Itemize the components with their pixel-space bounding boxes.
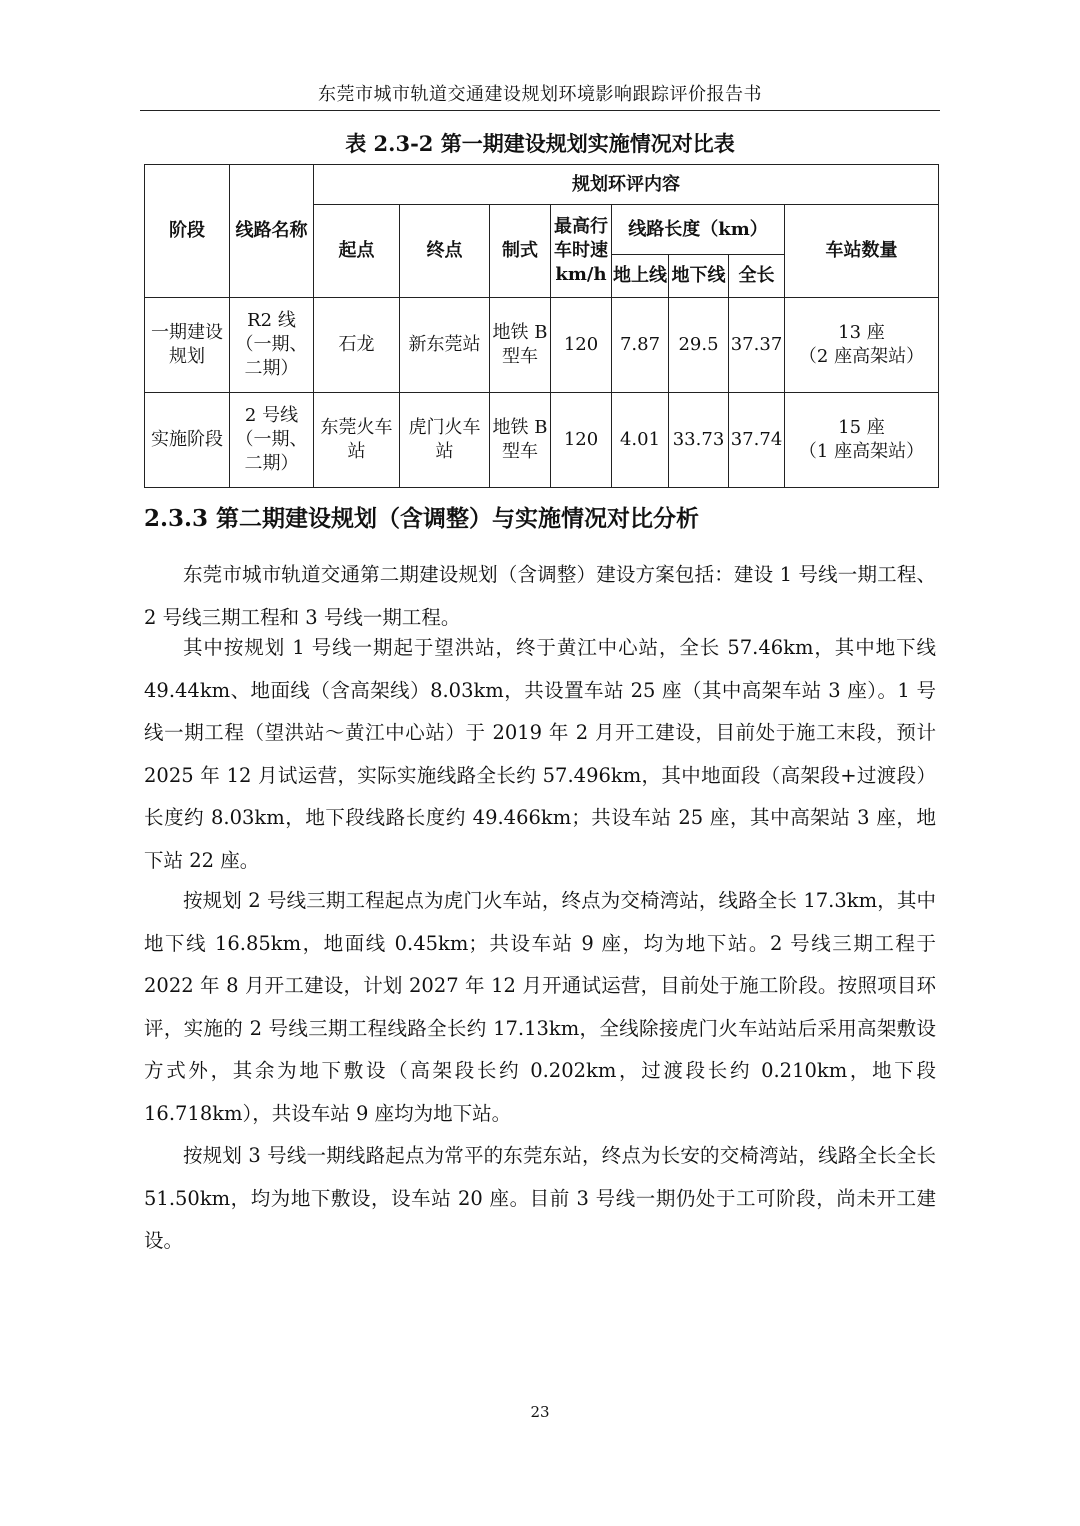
cell-end: 虎门火车站 bbox=[400, 393, 490, 488]
header-system: 制式 bbox=[490, 205, 551, 298]
header-end: 终点 bbox=[400, 205, 490, 298]
cell-end: 新东莞站 bbox=[400, 298, 490, 393]
header-stage: 阶段 bbox=[145, 165, 230, 298]
cell-stations bbox=[785, 393, 939, 488]
cell-above: 7.87 bbox=[612, 298, 669, 393]
page-number: 23 bbox=[530, 1403, 550, 1421]
table-row bbox=[145, 393, 939, 488]
header-stations: 车站数量 bbox=[785, 205, 939, 298]
cell-speed: 120 bbox=[551, 393, 612, 488]
cell-line: 2 号线（一期、二期） bbox=[230, 393, 314, 488]
cell-stage: 实施阶段 bbox=[145, 393, 230, 488]
cell-stations bbox=[785, 298, 939, 393]
cell-start: 东莞火车站 bbox=[314, 393, 400, 488]
cell-speed: 120 bbox=[551, 298, 612, 393]
stations-count: 13 座 bbox=[838, 322, 885, 343]
table-row bbox=[145, 298, 939, 393]
header-start: 起点 bbox=[314, 205, 400, 298]
paragraph: 按规划 2 号线三期工程起点为虎门火车站，终点为交椅湾站，线路全长 17.3km，其中地下线 16.85km，地面线 0.45km；共设车站 9 座，均为地下站。2 号线三期工程于 2022 年 8 月开工建设，计划 2027 年 12 月开通试运营，目前处于施工阶段。按照项目环评，实施的 2 号线三期工程线路全长约 17.13km，全线除接虎门火车站站后采用高架敷设方式外，其余为地下敷设（高架段长约 0.202km，过渡段长约 0.210km，地下段 16.718km），共设车站 9 座均为地下站。 bbox=[144, 889, 936, 1125]
stations-note: （1 座高架站） bbox=[798, 441, 925, 462]
header-under: 地下线 bbox=[669, 255, 729, 298]
stations-count: 15 座 bbox=[838, 417, 885, 438]
header-line-name: 线路名称 bbox=[230, 165, 314, 298]
paragraph: 东莞市城市轨道交通第二期建设规划（含调整）建设方案包括：建设 1 号线一期工程、2 号线三期工程和 3 号线一期工程。 bbox=[144, 563, 936, 629]
cell-above: 4.01 bbox=[612, 393, 669, 488]
header-length-group: 线路长度（km） bbox=[612, 205, 785, 255]
stations-note: （2 座高架站） bbox=[798, 346, 925, 367]
cell-start: 石龙 bbox=[314, 298, 400, 393]
running-header: 东莞市城市轨道交通建设规划环境影响跟踪评价报告书 bbox=[318, 84, 762, 105]
header-group: 规划环评内容 bbox=[314, 165, 939, 205]
cell-line: R2 线（一期、二期） bbox=[230, 298, 314, 393]
header-total: 全长 bbox=[729, 255, 785, 298]
header-max-speed: 最高行车时速km/h bbox=[551, 205, 612, 298]
paragraph: 按规划 3 号线一期线路起点为常平的东莞东站，终点为长安的交椅湾站，线路全长全长 51.50km，均为地下敷设，设车站 20 座。目前 3 号线一期仍处于工可阶段，尚未开工建设。 bbox=[144, 1144, 936, 1252]
table-title: 表 2.3-2 第一期建设规划实施情况对比表 bbox=[345, 131, 735, 156]
header-rule bbox=[140, 110, 940, 111]
cell-system: 地铁 B 型车 bbox=[490, 393, 551, 488]
comparison-table bbox=[144, 164, 939, 488]
cell-stage: 一期建设规划 bbox=[145, 298, 230, 393]
header-above: 地上线 bbox=[612, 255, 669, 298]
cell-under: 33.73 bbox=[669, 393, 729, 488]
cell-system: 地铁 B 型车 bbox=[490, 298, 551, 393]
cell-total: 37.37 bbox=[729, 298, 785, 393]
section-heading: 2.3.3 第二期建设规划（含调整）与实施情况对比分析 bbox=[144, 505, 700, 532]
cell-total: 37.74 bbox=[729, 393, 785, 488]
paragraph: 其中按规划 1 号线一期起于望洪站，终于黄江中心站，全长 57.46km，其中地下线 49.44km、地面线（含高架线）8.03km，共设置车站 25 座（其中高架车站 3 座）。1 号线一期工程（望洪站～黄江中心站）于 2019 年 2 月开工建设，目前处于施工末段，预计 2025 年 12 月试运营，实际实施线路全长约 57.496km，其中地面段（高架段+过渡段）长度约 8.03km，地下段线路长度约 49.466km；共设车站 25 座，其中高架站 3 座，地下站 22 座。 bbox=[144, 636, 936, 872]
cell-under: 29.5 bbox=[669, 298, 729, 393]
